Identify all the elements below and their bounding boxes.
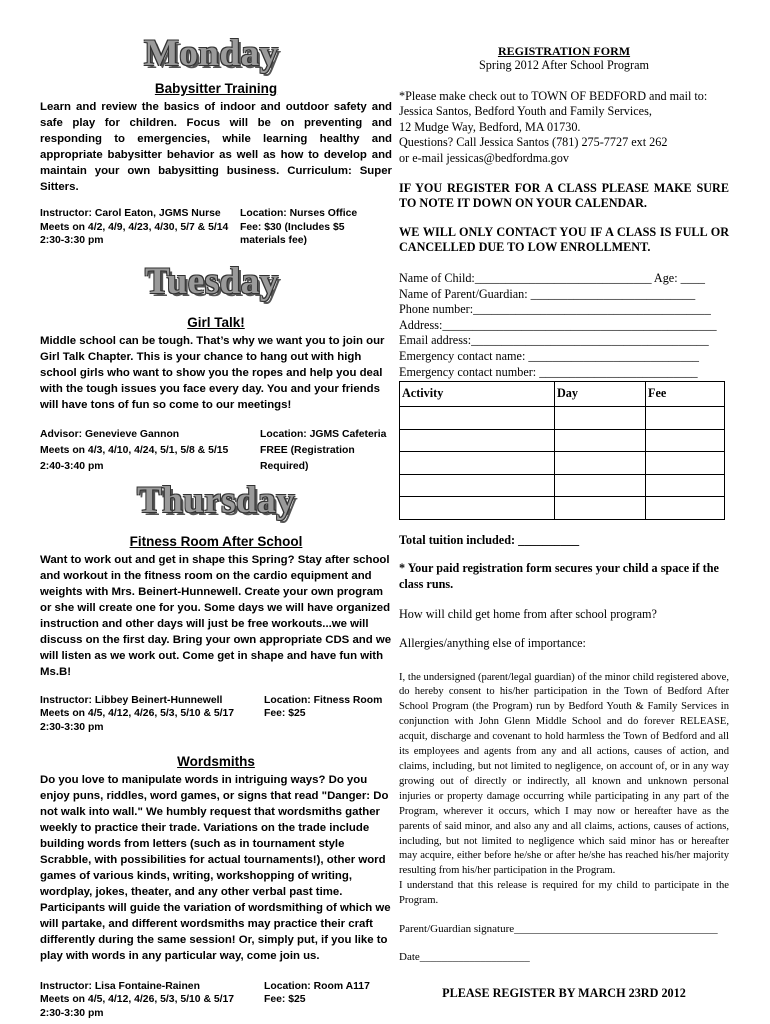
wordsmiths-time: 2:30-3:30 pm	[40, 1007, 104, 1019]
class-descriptions-column	[40, 34, 392, 1020]
thursday-heading: Thursday	[137, 479, 296, 521]
fee-cell[interactable]	[646, 407, 725, 430]
contact-fields	[399, 271, 729, 380]
fee-cell[interactable]	[646, 429, 725, 452]
wordsmiths-info	[40, 980, 392, 1021]
babysitter-title: Babysitter Training	[154, 81, 278, 96]
mail-line: 12 Mudge Way, Bedford, MA 01730.	[399, 119, 581, 134]
email-field[interactable]: Email address:_______________________________________	[399, 333, 709, 348]
date-field[interactable]: Date____________________	[399, 950, 530, 963]
fitness-description: Want to work out and get in shape this Spring? Stay after school and workout in the fitness room on the cardio equipment and weights with Mrs. Beinert-Hunnewell. Create your own program or she will create one for you. Some days we will have organized instruction and other days will just be free workouts...we will discuss on the first day. Bring your own appropriate CDS and we will listen as we work out. Come get in shape and have fun with Ms.B!	[40, 553, 392, 678]
fitness-instructor: Instructor: Libbey Beinert-Hunnewell	[40, 694, 223, 706]
calendar-notice: IF YOU REGISTER FOR A CLASS PLEASE MAKE SURE TO NOTE IT DOWN ON YOUR CALENDAR.	[399, 180, 729, 211]
mail-instructions	[399, 89, 729, 167]
fee-cell[interactable]	[646, 497, 725, 520]
total-tuition-label: Total tuition included:	[399, 532, 519, 547]
wordsmiths-description: Do you love to manipulate words in intriguing ways? Do you enjoy puns, riddles, word games, or signs that read "Danger: Do not walk into wall." We humbly request that wordsmiths gather weekly to practice their trade. Variations on the trade include building words from letters (such as in tournament style Scrabble, with possibilities for actual tournaments!), other word games of various kinds, writing, workshopping of writing, wordplay, jokes, theater, and any other verbal past time. Participants will guide the variation of wordsmithing of which we will partake, and different wordsmiths may practice their craft differently during the same session! Or, simply put, if you like to play with words in any particular way, come join us.	[40, 773, 391, 962]
fitness-title: Fitness Room After School	[129, 533, 303, 549]
activity-cell[interactable]	[400, 407, 555, 430]
mail-line: Jessica Santos, Bedford Youth and Family Services,	[399, 104, 652, 119]
babysitter-location: Location: Nurses Office	[240, 208, 358, 219]
activity-table	[399, 381, 725, 520]
day-cell[interactable]	[555, 407, 646, 430]
day-header: Day	[555, 382, 646, 407]
total-tuition	[399, 533, 729, 549]
wordsmiths-title: Wordsmiths	[177, 753, 255, 769]
table-row	[400, 407, 725, 430]
mail-line: or e-mail jessicas@bedfordma.gov	[399, 150, 569, 165]
babysitter-meets: Meets on 4/2, 4/9, 4/23, 4/30, 5/7 & 5/14	[40, 221, 229, 233]
form-subtitle: Spring 2012 After School Program	[479, 58, 649, 72]
release-text: I, the undersigned (parent/legal guardian) of the minor child registered above, do hereby consent to his/her participation in the Town of Bedford After School Program (the Program) run by Bedford Youth & Family Services in conjunction with John Glenn Middle School and do forever RELEASE, acquit, discharge and covenant to hold harmless the Town of Bedford and all its employees and agents from any and all actions, causes of action, and claims, including, but not limited to negligence, on account of, or in any way growing out of directly or indirectly, all known and unknown personal injuries or property damage occurring while participating in any part of the Program, wherever it occurs, which I may now or hereafter have as the parents of said minor, and also any and all claims, actions, causes of actions, including, but not limited to negligence which said minor has or hereafter may acquire, either before he/she or after he/she has reached his/her majority resulting from his/her participation in the Program.	[399, 671, 729, 877]
contact-notice: WE WILL ONLY CONTACT YOU IF A CLASS IS FULL OR CANCELLED DUE TO LOW ENROLLMENT.	[399, 224, 729, 255]
wordsmiths-location: Location: Room A117	[264, 980, 370, 992]
day-cell[interactable]	[555, 474, 646, 497]
girl-talk-description: Middle school can be tough. That’s why we want you to join our Girl Talk Chapter. This is your chance to hang out with high school girls who want to show you the ropes and help you deal with the tough issues you face every day. You and your friends will have tons of fun so come to our meetings!	[40, 334, 385, 411]
signature-field[interactable]: Parent/Guardian signature_____________________________________	[399, 923, 718, 936]
emergency-number-field[interactable]: Emergency contact number: __________________________	[399, 364, 698, 379]
mail-line: Questions? Call Jessica Santos (781) 275-7727 ext 262	[399, 135, 668, 150]
girl-talk-advisor: Advisor: Genevieve Gannon	[40, 428, 180, 440]
girl-talk-info	[40, 427, 392, 475]
girl-talk-title: Girl Talk!	[187, 314, 245, 330]
table-row	[400, 429, 725, 452]
wordsmiths-instructor: Instructor: Lisa Fontaine-Rainen	[40, 980, 200, 992]
wordsmiths-meets: Meets on 4/5, 4/12, 4/26, 5/3, 5/10 & 5/17	[40, 994, 235, 1006]
day-cell[interactable]	[555, 452, 646, 475]
monday-heading: Monday	[144, 33, 279, 74]
fitness-fee: Fee: $25	[264, 708, 306, 720]
release-understand: I understand that this release is required for my child to participate in the Program.	[399, 880, 729, 907]
secure-note: * Your paid registration form secures your child a space if the class runs.	[399, 561, 719, 591]
girl-talk-fee: FREE (Registration Required)	[260, 444, 355, 472]
fee-cell[interactable]	[646, 474, 725, 497]
activity-cell[interactable]	[400, 474, 555, 497]
parent-name-field[interactable]: Name of Parent/Guardian: ___________________________	[399, 286, 696, 301]
tuesday-heading: Tuesday	[145, 260, 279, 302]
babysitter-time: 2:30-3:30 pm	[40, 235, 104, 247]
activity-cell[interactable]	[400, 452, 555, 475]
table-row	[400, 497, 725, 520]
babysitter-fee: Fee: $30 (Includes $5 materials fee)	[240, 221, 345, 247]
babysitter-instructor: Instructor: Carol Eaton, JGMS Nurse	[40, 208, 221, 219]
child-name-field[interactable]: Name of Child:_____________________________ Age: ____	[399, 270, 706, 285]
allergies-question: Allergies/anything else of importance:	[399, 635, 586, 650]
girl-talk-time: 2:40-3:40 pm	[40, 460, 104, 472]
emergency-name-field[interactable]: Emergency contact name: ____________________________	[399, 348, 700, 363]
babysitter-description: Learn and review the basics of indoor and outdoor safety and safe play for children. Focus will be on preventing and responding to emergencies, while learning healthy and appropriate babysitter behavior as well as how to develop and maintain your own babysitting business. Curriculum: Super Sitters.	[40, 101, 392, 193]
table-row	[400, 452, 725, 475]
activity-cell[interactable]	[400, 497, 555, 520]
fee-cell[interactable]	[646, 452, 725, 475]
fitness-time: 2:30-3:30 pm	[40, 721, 104, 733]
fitness-meets: Meets on 4/5, 4/12, 4/26, 5/3, 5/10 & 5/17	[40, 708, 235, 720]
fitness-location: Location: Fitness Room	[264, 694, 383, 706]
day-cell[interactable]	[555, 497, 646, 520]
activity-cell[interactable]	[400, 429, 555, 452]
activity-header: Activity	[400, 382, 555, 407]
babysitter-info	[40, 207, 392, 248]
wordsmiths-fee: Fee: $25	[264, 994, 306, 1006]
fee-header: Fee	[646, 382, 725, 407]
address-field[interactable]: Address:_____________________________________________	[399, 317, 717, 332]
mail-line: *Please make check out to TOWN OF BEDFORD and mail to:	[399, 88, 708, 103]
phone-field[interactable]: Phone number:_______________________________________	[399, 302, 711, 317]
girl-talk-location: Location: JGMS Cafeteria	[260, 428, 387, 440]
registration-form	[399, 44, 729, 1002]
fitness-info	[40, 694, 392, 735]
day-cell[interactable]	[555, 429, 646, 452]
total-tuition-blank[interactable]: __________	[518, 532, 580, 547]
table-row	[400, 474, 725, 497]
activity-table-header	[400, 382, 725, 407]
form-title: REGISTRATION FORM	[497, 44, 631, 58]
transport-question: How will child get home from after school program?	[399, 607, 657, 622]
register-deadline: PLEASE REGISTER BY MARCH 23RD 2012	[442, 986, 686, 1001]
girl-talk-meets: Meets on 4/3, 4/10, 4/24, 5/1, 5/8 & 5/15	[40, 444, 229, 456]
